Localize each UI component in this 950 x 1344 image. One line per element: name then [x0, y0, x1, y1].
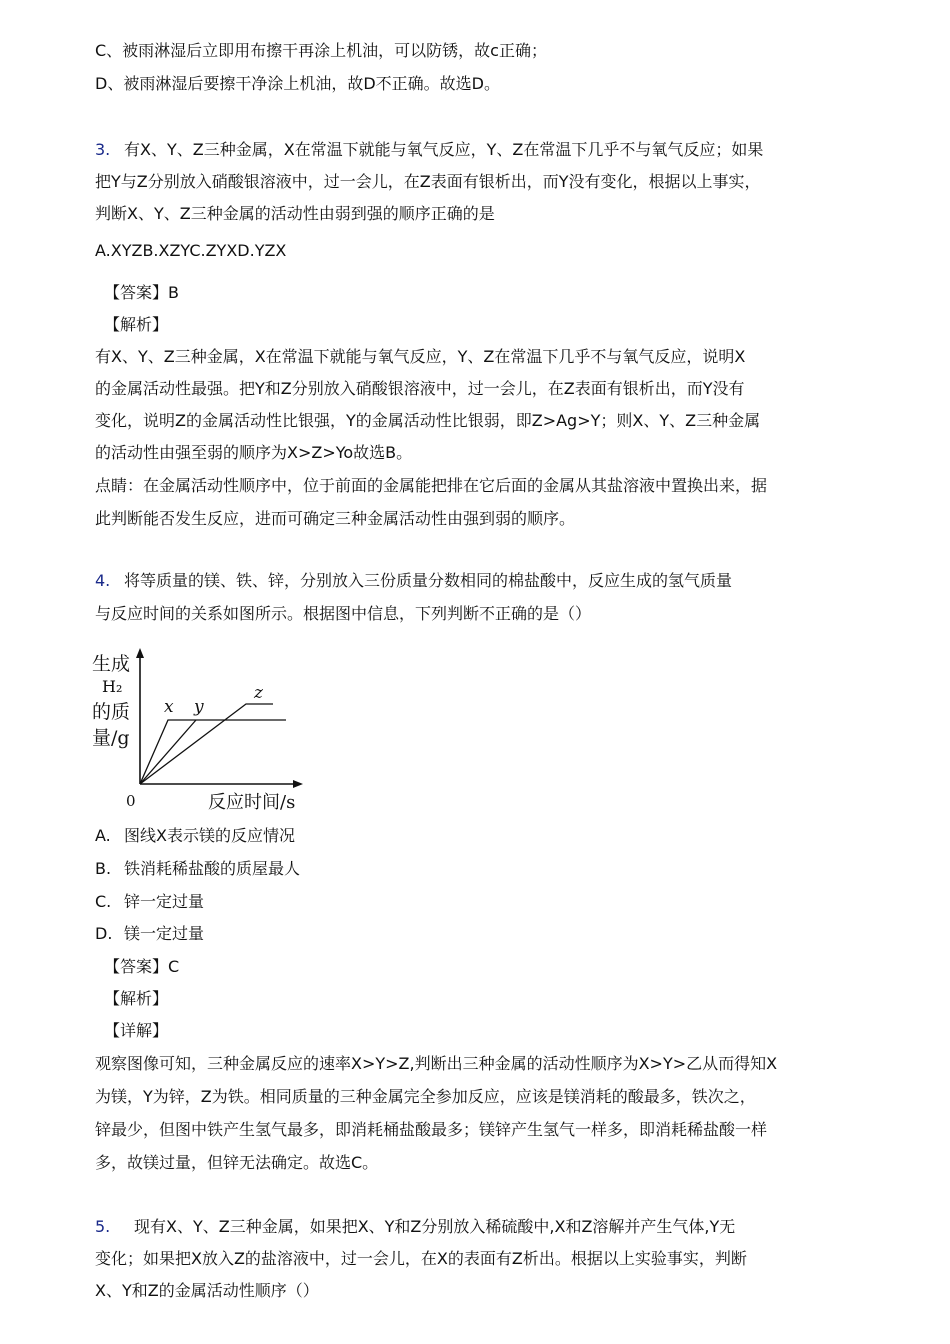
q3-analysis-line-1: 有X、Y、Z三种金属，X在常温下就能与氧气反应，Y、Z在常温下几乎不与氧气反应，说明X: [95, 347, 746, 366]
q3-analysis-label: 【解析】: [104, 315, 169, 334]
graph-curve-z: [140, 704, 273, 784]
graph-ylabel-line-1: 生成: [92, 653, 131, 675]
q4-detail-line-2: 为镁，Y为锌，Z为铁。相同质量的三种金属完全参加反应，应该是镁消耗的酸最多，铁次之，: [95, 1087, 756, 1106]
graph-curve-y: [140, 720, 196, 784]
q5-stem-line-1: 现有X、Y、Z三种金属，如果把X、Y和Z分别放入稀硫酸中,X和Z溶解并产生气体,Y无: [134, 1217, 736, 1236]
q4-detail-line-4: 多，故镁过量，但锌无法确定。故选C。: [95, 1153, 379, 1172]
q4-option-d-text: 镁一定过量: [124, 924, 205, 943]
q4-option-a-text: 图线X表示镁的反应情况: [124, 826, 295, 845]
q2-option-d-explanation: D、被雨淋湿后要擦干净涂上机油，故D不正确。故选D。: [95, 74, 500, 93]
q4-option-b-text: 铁消耗稀盐酸的质屋最人: [124, 859, 301, 878]
q3-stem-line-1: 有X、Y、Z三种金属，X在常温下就能与氧气反应，Y、Z在常温下几乎不与氧气反应；如果: [124, 140, 764, 159]
q3-note-line-1: 点睛：在金属活动性顺序中，位于前面的金属能把排在它后面的金属从其盐溶液中置换出来，据: [95, 476, 768, 495]
graph-origin-label: 0: [126, 792, 136, 810]
q4-option-a-label: A.: [95, 826, 111, 845]
q3-stem-line-3: 判断X、Y、Z三种金属的活动性由弱到强的顺序正确的是: [95, 204, 495, 223]
q5-number: 5.: [95, 1217, 111, 1236]
q4-number: 4.: [95, 571, 111, 590]
graph-label-y: y: [194, 697, 204, 717]
q5-stem-line-2: 变化；如果把X放入Z的盐溶液中，过一会儿，在X的表面有Z析出。根据以上实验事实，判断: [95, 1249, 747, 1268]
q4-detail-line-3: 锌最少，但图中铁产生氢气最多，即消耗桶盐酸最多；镁锌产生氢气一样多，即消耗稀盐酸一样: [95, 1120, 768, 1139]
q4-stem-line-1: 将等质量的镁、铁、锌，分别放入三份质量分数相同的棉盐酸中，反应生成的氢气质量: [124, 571, 733, 590]
graph-ylabel-line-4: 量/g: [92, 727, 130, 749]
hydrogen-mass-time-graph: [88, 646, 318, 816]
q4-option-c-text: 锌一定过量: [124, 892, 205, 911]
q3-answer: 【答案】B: [104, 283, 179, 302]
graph-xlabel: 反应时间/s: [208, 792, 296, 813]
q4-analysis-label: 【解析】: [104, 989, 169, 1008]
q4-detail-label: 【详解】: [104, 1021, 169, 1040]
graph-ylabel-line-2: H₂: [102, 677, 123, 696]
q2-option-c-explanation: C、被雨淋湿后立即用布擦干再涂上机油，可以防锈，故c正确；: [95, 41, 547, 60]
graph-ylabel-line-3: 的质: [92, 701, 131, 723]
q3-note-line-2: 此判断能否发生反应，进而可确定三种金属活动性由强到弱的顺序。: [95, 509, 576, 528]
graph-label-x: x: [164, 697, 174, 717]
q3-number: 3.: [95, 140, 111, 159]
graph-label-z: z: [254, 683, 263, 703]
q3-analysis-line-3: 变化，说明Z的金属活动性比银强，Y的金属活动性比银弱，即Z>Ag>Y；则X、Y、Z三种金属: [95, 411, 761, 430]
q4-stem-line-2: 与反应时间的关系如图所示。根据图中信息，下列判断不正确的是（）: [95, 604, 592, 623]
q3-analysis-line-2: 的金属活动性最强。把Y和Z分别放入硝酸银溶液中，过一会儿，在Z表面有银析出，而Y没有: [95, 379, 745, 398]
q3-stem-line-2: 把Y与Z分别放入硝酸银溶液中，过一会儿，在Z表面有银析出，而Y没有变化，根据以上事实，: [95, 172, 761, 191]
q3-options: A.XYZB.XZYC.ZYXD.YZX: [95, 241, 287, 260]
q4-option-b-label: B.: [95, 859, 112, 878]
graph-y-axis-arrow-icon: [136, 648, 144, 658]
q4-option-d-label: D.: [95, 924, 113, 943]
q4-option-c-label: C.: [95, 892, 112, 911]
q4-detail-line-1: 观察图像可知，三种金属反应的速率X>Y>Z,判断出三种金属的活动性顺序为X>Y>乙从而得知X: [95, 1054, 778, 1073]
graph-x-axis-arrow-icon: [293, 780, 303, 788]
q4-answer: 【答案】C: [104, 957, 180, 976]
q3-analysis-line-4: 的活动性由强至弱的顺序为X>Z>Yo故选B。: [95, 443, 413, 462]
q5-stem-line-3: X、Y和Z的金属活动性顺序（）: [95, 1281, 319, 1300]
